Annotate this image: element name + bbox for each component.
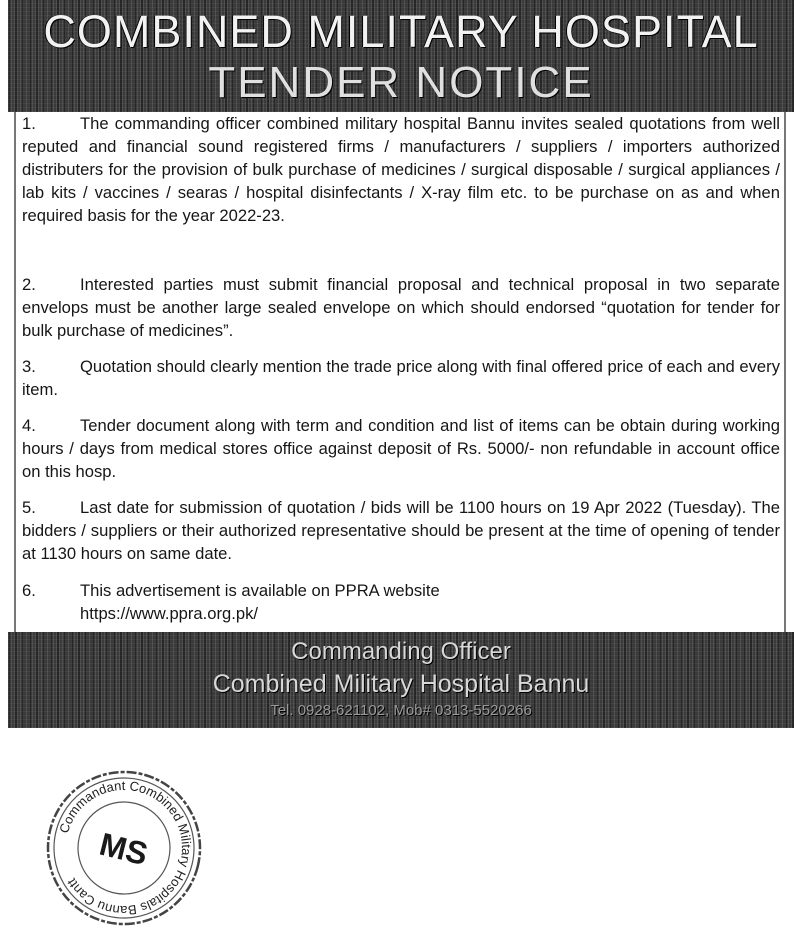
clause-text: This advertisement is available on PPRA website [80,581,440,600]
clause-text: Quotation should clearly mention the trade price along with final offered price of each and every item. [22,357,780,399]
stamp-seal-icon [27,751,221,945]
clause-6 [22,579,780,625]
clause-number: 4. [22,416,36,435]
hospital-title: COMBINED MILITARY HOSPITAL [43,6,759,57]
signatory-title: Commanding Officer [291,638,511,665]
clause-number: 1. [22,114,36,133]
clause-4 [22,414,780,483]
clause-1 [22,112,780,227]
clause-3 [22,355,780,401]
clause-text: Interested parties must submit financial proposal and technical proposal in two separate envelops must be another large sealed envelope on which should endorsed “quotation for tender for bulk purchase of medicines”. [22,275,780,340]
clause-number: 3. [22,357,36,376]
tender-notice-heading: TENDER NOTICE [208,58,594,107]
signatory-organization: Combined Military Hospital Bannu [212,670,590,698]
official-stamp [27,751,221,945]
signature-band [8,632,794,728]
notice-body [14,112,786,632]
stamp-ring-text: Commandant Combined Military Hospitals Bannu Cantt [56,777,195,919]
stamp-center-mark: MS [96,825,152,873]
clause-text: Last date for submission of quotation / bids will be 1100 hours on 19 Apr 2022 (Tuesday). The bidders / suppliers or their authorized representative should be present at the time of opening of tender at 1130 hours on same date. [22,498,780,563]
clause-text: The commanding officer combined military hospital Bannu invites sealed quotations from well reputed and financial sound registered firms / manufacturers / suppliers / importers authorized distributers for the provision of bulk purchase of medicines / surgical disposable / surgical appliances / lab kits / vaccines / searas / hospital disinfectants / X-ray film etc. to be purchase on as and when required basis for the year 2022-23. [22,114,780,225]
header-band [8,0,794,112]
clause-number: 6. [22,581,36,600]
contact-numbers: Tel. 0928-621102, Mob# 0313-5520266 [270,702,532,719]
clause-number: 5. [22,498,36,517]
clause-text: Tender document along with term and condition and list of items can be obtain during working hours / days from medical stores office against deposit of Rs. 5000/- non refundable in account office on this hosp. [22,416,780,481]
clause-2 [22,273,780,342]
ppra-website-link[interactable]: https://www.ppra.org.pk/ [80,604,259,623]
clause-number: 2. [22,275,36,294]
clause-5 [22,496,780,565]
